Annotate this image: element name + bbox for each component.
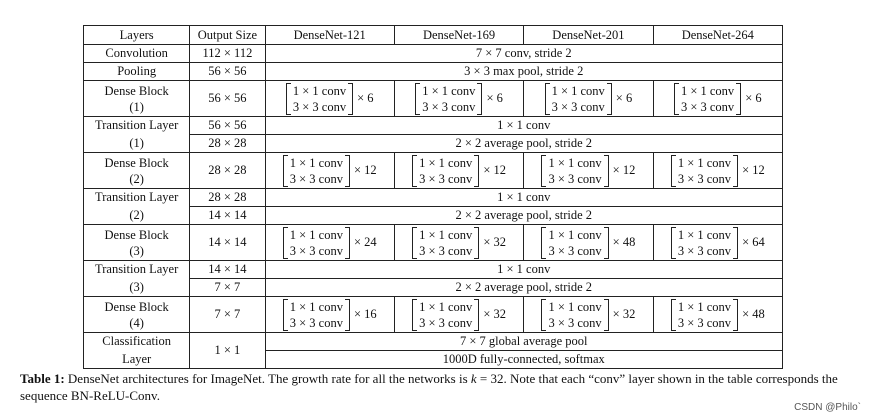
conv-3x3: 3 × 3 conv [680, 99, 735, 114]
row-dense-block-2 [84, 153, 783, 189]
conv-1x1: 1 × 1 conv [289, 299, 343, 314]
block-multiplier: × 12 [483, 163, 506, 177]
dense-block-cell [394, 153, 523, 189]
watermark: CSDN @Philo` [794, 402, 861, 413]
layer-index: (3) [129, 243, 144, 258]
conv-3x3: 3 × 3 conv [677, 315, 732, 330]
dense-block-spec [541, 155, 635, 187]
row-dense-block-3 [84, 225, 783, 261]
conv-3x3: 3 × 3 conv [548, 243, 602, 258]
dense-block-cell [653, 225, 782, 261]
row-transition-1a [84, 117, 783, 135]
layer-label: Dense Block [104, 155, 169, 170]
layer-index: (4) [129, 315, 144, 330]
layer-cell [84, 81, 190, 117]
conv-1x1: 1 × 1 conv [289, 155, 343, 170]
layer-label: Classification [84, 333, 190, 351]
layer-cell: Convolution [84, 45, 190, 63]
row-dense-block-4 [84, 297, 783, 333]
dense-block-spec [674, 83, 762, 115]
desc-cell: 7 × 7 global average pool [265, 333, 783, 351]
densenet-architecture-table [83, 25, 783, 369]
layer-label: Transition Layer [84, 117, 190, 135]
conv-1x1: 1 × 1 conv [680, 83, 735, 98]
conv-3x3: 3 × 3 conv [548, 315, 602, 330]
conv-3x3: 3 × 3 conv [551, 99, 605, 114]
conv-bracket [541, 299, 608, 331]
dense-block-cell [265, 153, 394, 189]
block-multiplier: × 12 [612, 163, 636, 177]
block-multiplier: × 6 [357, 91, 374, 105]
conv-1x1: 1 × 1 conv [677, 227, 732, 242]
desc-cell: 2 × 2 average pool, stride 2 [265, 135, 783, 153]
row-convolution [84, 45, 783, 63]
layer-label: Dense Block [104, 299, 169, 314]
conv-1x1: 1 × 1 conv [292, 83, 347, 98]
desc-cell: 1 × 1 conv [265, 117, 783, 135]
row-transition-3b [84, 279, 783, 297]
conv-bracket [545, 83, 612, 115]
conv-bracket [541, 227, 608, 259]
conv-1x1: 1 × 1 conv [289, 227, 343, 242]
size-cell: 14 × 14 [190, 261, 265, 279]
row-dense-block-1 [84, 81, 783, 117]
block-multiplier: × 6 [615, 91, 633, 105]
conv-1x1: 1 × 1 conv [548, 155, 602, 170]
dense-block-spec [283, 227, 377, 259]
desc-cell: 7 × 7 conv, stride 2 [265, 45, 783, 63]
dense-block-spec [415, 83, 503, 115]
conv-1x1: 1 × 1 conv [419, 155, 473, 170]
size-cell: 1 × 1 [190, 333, 265, 369]
size-cell: 28 × 28 [190, 153, 265, 189]
caption-variable: k [470, 371, 477, 386]
dense-block-spec [412, 299, 506, 331]
conv-3x3: 3 × 3 conv [419, 243, 473, 258]
dense-block-cell [524, 225, 653, 261]
dense-block-spec [671, 227, 765, 259]
block-multiplier: × 6 [486, 91, 503, 105]
layer-cell [84, 225, 190, 261]
block-multiplier: × 12 [742, 163, 765, 177]
layer-index: (1) [129, 99, 144, 114]
conv-1x1: 1 × 1 conv [677, 299, 732, 314]
desc-cell: 2 × 2 average pool, stride 2 [265, 207, 783, 225]
layer-index: (2) [129, 171, 144, 186]
block-multiplier: × 32 [483, 235, 506, 249]
conv-1x1: 1 × 1 conv [419, 299, 473, 314]
conv-bracket [412, 227, 479, 259]
conv-bracket [674, 83, 741, 115]
conv-1x1: 1 × 1 conv [548, 227, 602, 242]
conv-1x1: 1 × 1 conv [419, 227, 473, 242]
size-cell: 56 × 56 [190, 117, 265, 135]
conv-3x3: 3 × 3 conv [422, 99, 476, 114]
dense-block-spec [671, 155, 765, 187]
dense-block-spec [671, 299, 765, 331]
dense-block-spec [541, 299, 635, 331]
conv-1x1: 1 × 1 conv [422, 83, 476, 98]
block-multiplier: × 24 [353, 235, 377, 249]
block-multiplier: × 12 [353, 163, 377, 177]
header-row [84, 26, 783, 45]
conv-bracket [286, 83, 353, 115]
dense-block-cell [653, 297, 782, 333]
size-cell: 7 × 7 [190, 279, 265, 297]
dense-block-spec [545, 83, 633, 115]
block-multiplier: × 32 [483, 307, 506, 321]
conv-3x3: 3 × 3 conv [289, 243, 343, 258]
dense-block-cell [524, 297, 653, 333]
dense-block-spec [541, 227, 635, 259]
conv-bracket [671, 299, 738, 331]
caption-text-after: = 32. Note that each “conv” layer shown in the table corresponds the sequence BN-ReLU-Conv. [20, 371, 838, 403]
conv-3x3: 3 × 3 conv [419, 171, 473, 186]
size-cell: 28 × 28 [190, 135, 265, 153]
conv-1x1: 1 × 1 conv [677, 155, 732, 170]
size-cell: 56 × 56 [190, 81, 265, 117]
dense-block-cell [265, 225, 394, 261]
conv-bracket [283, 299, 350, 331]
desc-cell: 1 × 1 conv [265, 261, 783, 279]
dense-block-cell [653, 153, 782, 189]
conv-3x3: 3 × 3 conv [548, 171, 602, 186]
row-transition-2a [84, 189, 783, 207]
size-cell: 14 × 14 [190, 207, 265, 225]
row-transition-2b [84, 207, 783, 225]
dense-block-cell [524, 153, 653, 189]
conv-3x3: 3 × 3 conv [292, 99, 347, 114]
row-transition-1b [84, 135, 783, 153]
layer-label: Transition Layer [84, 261, 190, 279]
layer-label: Dense Block [104, 83, 169, 98]
header-densenet-169: DenseNet-169 [394, 26, 523, 45]
conv-3x3: 3 × 3 conv [677, 243, 732, 258]
layer-label: Dense Block [104, 227, 169, 242]
row-classification-a [84, 333, 783, 351]
layer-cell: Pooling [84, 63, 190, 81]
block-multiplier: × 32 [612, 307, 636, 321]
desc-cell: 2 × 2 average pool, stride 2 [265, 279, 783, 297]
header-densenet-264: DenseNet-264 [653, 26, 782, 45]
layer-index: (1) [84, 135, 190, 153]
desc-cell: 1000D fully-connected, softmax [265, 351, 783, 369]
dense-block-spec [283, 299, 377, 331]
conv-bracket [412, 299, 479, 331]
size-cell: 28 × 28 [190, 189, 265, 207]
conv-bracket [541, 155, 608, 187]
conv-1x1: 1 × 1 conv [548, 299, 602, 314]
conv-1x1: 1 × 1 conv [551, 83, 605, 98]
header-output-size: Output Size [190, 26, 265, 45]
row-classification-b [84, 351, 783, 369]
size-cell: 56 × 56 [190, 63, 265, 81]
conv-bracket [283, 155, 350, 187]
dense-block-cell [394, 225, 523, 261]
layer-index: (3) [84, 279, 190, 297]
conv-bracket [671, 155, 738, 187]
dense-block-cell [265, 81, 394, 117]
dense-block-cell [394, 297, 523, 333]
block-multiplier: × 64 [742, 235, 765, 249]
conv-3x3: 3 × 3 conv [289, 315, 343, 330]
layer-index: Layer [84, 351, 190, 369]
conv-bracket [671, 227, 738, 259]
caption-label: Table 1: [20, 371, 65, 386]
dense-block-cell [265, 297, 394, 333]
dense-block-spec [286, 83, 374, 115]
layer-cell [84, 153, 190, 189]
conv-3x3: 3 × 3 conv [677, 171, 732, 186]
block-multiplier: × 16 [353, 307, 377, 321]
conv-bracket [415, 83, 482, 115]
caption-text-before: DenseNet architectures for ImageNet. The growth rate for all the networks is [64, 371, 471, 386]
size-cell: 7 × 7 [190, 297, 265, 333]
block-multiplier: × 48 [612, 235, 636, 249]
conv-bracket [283, 227, 350, 259]
table-caption [20, 370, 860, 404]
row-transition-3a [84, 261, 783, 279]
dense-block-spec [412, 227, 506, 259]
conv-3x3: 3 × 3 conv [419, 315, 473, 330]
dense-block-cell [524, 81, 653, 117]
desc-cell: 3 × 3 max pool, stride 2 [265, 63, 783, 81]
desc-cell: 1 × 1 conv [265, 189, 783, 207]
row-pooling [84, 63, 783, 81]
header-densenet-121: DenseNet-121 [265, 26, 394, 45]
dense-block-spec [412, 155, 506, 187]
layer-index: (2) [84, 207, 190, 225]
dense-block-spec [283, 155, 377, 187]
dense-block-cell [394, 81, 523, 117]
block-multiplier: × 6 [745, 91, 762, 105]
block-multiplier: × 48 [742, 307, 765, 321]
conv-bracket [412, 155, 479, 187]
size-cell: 14 × 14 [190, 225, 265, 261]
size-cell: 112 × 112 [190, 45, 265, 63]
layer-label: Transition Layer [84, 189, 190, 207]
layer-cell [84, 297, 190, 333]
header-layers: Layers [84, 26, 190, 45]
dense-block-cell [653, 81, 782, 117]
header-densenet-201: DenseNet-201 [524, 26, 653, 45]
conv-3x3: 3 × 3 conv [289, 171, 343, 186]
